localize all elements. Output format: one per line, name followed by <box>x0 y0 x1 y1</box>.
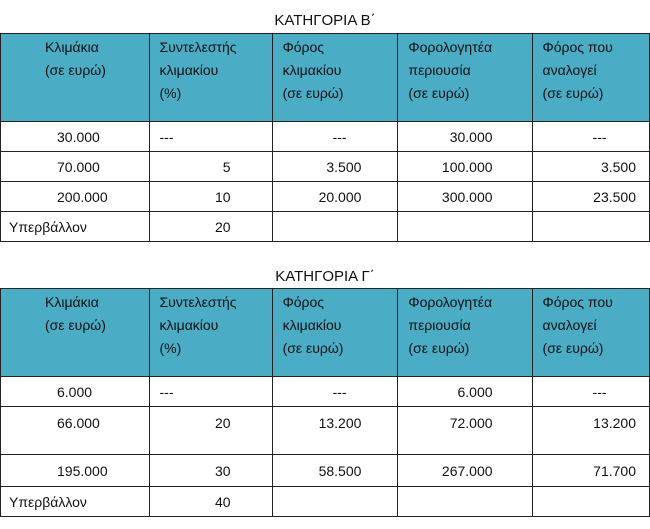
bracket-tax-cell: 58.500 <box>272 455 398 487</box>
rate-cell: --- <box>149 377 272 407</box>
taxable-property-cell <box>398 487 532 517</box>
bracket-cell: 200.000 <box>1 182 150 212</box>
rate-cell: 30 <box>149 455 272 487</box>
bracket-cell: 70.000 <box>1 152 150 182</box>
rate-cell: 40 <box>149 487 272 517</box>
table-header-row <box>1 34 650 122</box>
taxable-property-cell: 100.000 <box>398 152 532 182</box>
tax-due-cell: 3.500 <box>532 152 649 182</box>
tax-due-cell: 13.200 <box>532 407 649 455</box>
header-tax-due: Φόρος που αναλογεί (σε ευρώ) <box>532 34 649 122</box>
tax-scale-table-b <box>0 33 650 242</box>
bracket-cell: Υπερβάλλον <box>1 212 150 242</box>
header-brackets: Κλιμάκια (σε ευρώ) <box>1 34 150 122</box>
bracket-cell: Υπερβάλλον <box>1 487 150 517</box>
bracket-cell: 30.000 <box>1 122 150 152</box>
table-row <box>1 407 650 455</box>
header-tax-due: Φόρος που αναλογεί (σε ευρώ) <box>532 289 649 377</box>
table-row <box>1 152 650 182</box>
bracket-tax-cell: 20.000 <box>272 182 398 212</box>
tax-due-cell <box>532 487 649 517</box>
header-rate: Συντελεστής κλιμακίου (%) <box>149 34 272 122</box>
rate-cell: 20 <box>149 407 272 455</box>
tax-due-cell: 23.500 <box>532 182 649 212</box>
tax-due-cell: --- <box>532 122 649 152</box>
rate-cell: 20 <box>149 212 272 242</box>
bracket-cell: 195.000 <box>1 455 150 487</box>
table-row <box>1 212 650 242</box>
header-bracket-tax: Φόρος κλιμακίου (σε ευρώ) <box>272 34 398 122</box>
rate-cell: 10 <box>149 182 272 212</box>
bracket-tax-cell: 3.500 <box>272 152 398 182</box>
table-row <box>1 182 650 212</box>
table-b-title: ΚΑΤΗΓΟΡΙΑ Β΄ <box>274 12 376 29</box>
taxable-property-cell: 30.000 <box>398 122 532 152</box>
header-rate: Συντελεστής κλιμακίου (%) <box>149 289 272 377</box>
header-brackets: Κλιμάκια (σε ευρώ) <box>1 289 150 377</box>
rate-cell: --- <box>149 122 272 152</box>
bracket-tax-cell: --- <box>272 377 398 407</box>
taxable-property-cell: 6.000 <box>398 377 532 407</box>
table-header-row <box>1 289 650 377</box>
bracket-tax-cell: --- <box>272 122 398 152</box>
tax-due-cell: 71.700 <box>532 455 649 487</box>
rate-cell: 5 <box>149 152 272 182</box>
tax-scale-table-c <box>0 288 650 517</box>
tax-due-cell: --- <box>532 377 649 407</box>
taxable-property-cell: 267.000 <box>398 455 532 487</box>
header-bracket-tax: Φόρος κλιμακίου (σε ευρώ) <box>272 289 398 377</box>
table-c-title: ΚΑΤΗΓΟΡΙΑ Γ΄ <box>275 268 375 285</box>
bracket-cell: 66.000 <box>1 407 150 455</box>
bracket-tax-cell <box>272 487 398 517</box>
header-taxable-property: Φορολογητέα περιουσία (σε ευρώ) <box>398 289 532 377</box>
table-row <box>1 455 650 487</box>
taxable-property-cell <box>398 212 532 242</box>
bracket-tax-cell <box>272 212 398 242</box>
bracket-cell: 6.000 <box>1 377 150 407</box>
table-row <box>1 377 650 407</box>
taxable-property-cell: 300.000 <box>398 182 532 212</box>
table-row <box>1 122 650 152</box>
tax-due-cell <box>532 212 649 242</box>
header-taxable-property: Φορολογητέα περιουσία (σε ευρώ) <box>398 34 532 122</box>
table-row <box>1 487 650 517</box>
taxable-property-cell: 72.000 <box>398 407 532 455</box>
bracket-tax-cell: 13.200 <box>272 407 398 455</box>
